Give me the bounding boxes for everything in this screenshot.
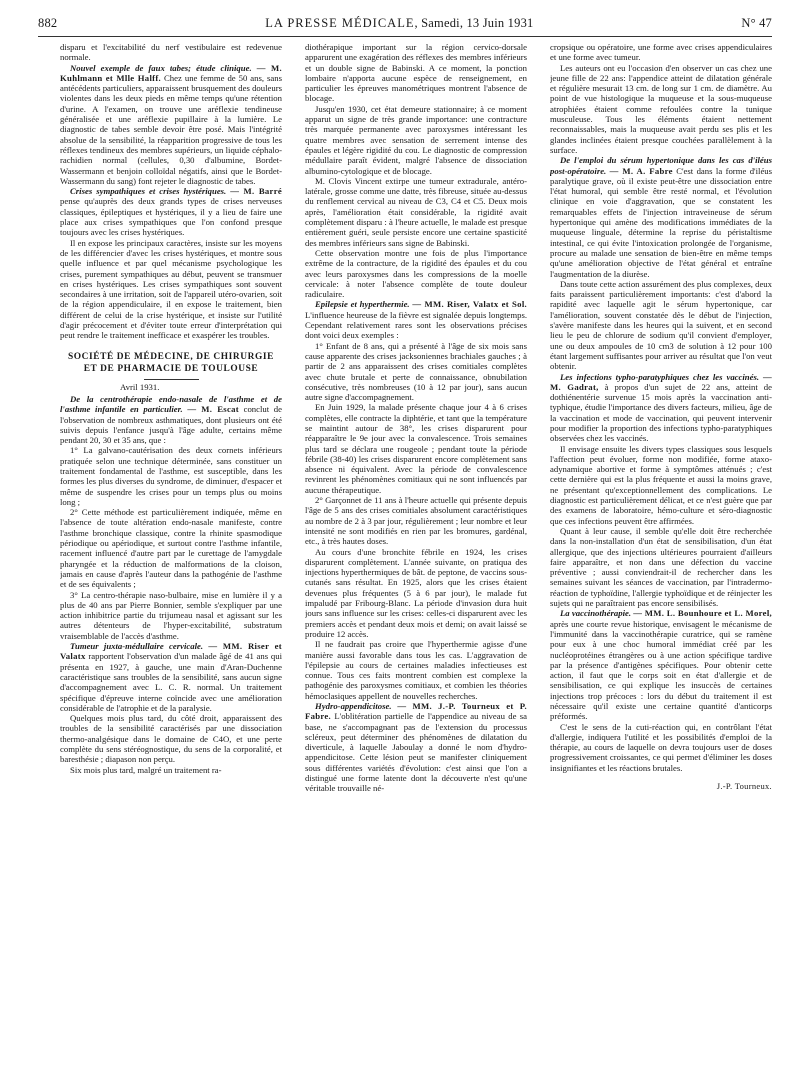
abstract-text: L'influence heureuse de la fièvre est signalée depuis longtemps. Cependant relativement rares sont les observations précises dont voici deux exemples :: [305, 309, 527, 341]
abstract-heading: [60, 394, 282, 445]
abstract-heading: [305, 701, 527, 794]
paragraph: Cette observation montre une fois de plus l'importance extrême de la contracture, de la rigidité des épaules et du cou avec leurs paroxysmes dans les compressions de la moelle cervicale: à noter l'absence complète de toute douleur radiculaire.: [305, 247, 527, 300]
abstract-text: C'est dans la forme d'iléus paralytique grave, où il existe peut-être une dissociation entre l'état humoral, qui semble être resté normal, et l'évolution clinique en voie d'aggravation, que se constatent les remarquables effets de l'injection intraveineuse de sérum hypertonique qui amène des modifications immédiates de la muqueuse linguale, détermine la reprise du péristaltisme intestinal, ce qui évite l'intoxication prolongée de l'organisme, procure au malade une sensation de bien-être en même temps qu'une amélioration objective de l'état général et entraîne l'augmentation de la diurèse.: [550, 165, 772, 279]
abstract-heading: [60, 63, 282, 187]
abstract-heading: [60, 186, 282, 237]
society-heading: [60, 351, 282, 380]
paragraph: disparu et l'excitabilité du nerf vestibulaire est redevenue normale.: [60, 42, 282, 63]
abstract-authors: — MM. Riser, Valatx et Sol.: [412, 299, 527, 310]
society-name-line1: SOCIÉTÉ DE MÉDECINE, DE CHIRURGIE: [67, 351, 275, 362]
paragraph: diothérapique important sur la région cervico-dorsale apparurent une exagération des réflexes des membres inférieurs et un double signe de Babinski. A ce moment, la ponction lombaire n'apporta aucune espèce de renseignement, en particulier les épreuves manométriques montrent l'absence de blocage.: [305, 42, 527, 104]
session-date: Avril 1931.: [120, 381, 160, 392]
issue-date: , Samedi, 13 Juin 1931: [414, 16, 534, 30]
paragraph: 3° La centro-thérapie naso-bulbaire, mise en lumière il y a plus de 40 ans par Pierre Bonnier, semble s'expliquer par une action inhibitrice partie du trijumeau nasal et agissant sur les autres détenteurs de l'hyper-excitabilité, substratum vraisemblable de l'accès d'asthme.: [60, 589, 282, 641]
paragraph: 2° Cette méthode est particulièrement indiquée, même en l'absence de toute altération endo-nasale manifeste, contre l'asthme bronchique classique, contre la rhinite spasmodique périodique ou apériodique, et surtout contre l'asthme infantile, racement influencé d'autre part par le curettage de l'amygdale pharyngée et la réduction de malformations de la cloison, jamais en cause d'après l'auteur dans la pathogénie de l'asthme et de ses équivalents ;: [60, 507, 282, 590]
abstract-text: pense qu'auprès des deux grands types de crises nerveuses classiques, épileptiques et hystériques, il y a lieu de faire une place aux crises sympathiques que l'on confond presque toujours avec les crises hystériques.: [60, 196, 282, 238]
abstract-text: après une courte revue historique, envisagent le mécanisme de l'immunité dans la vaccinothérapie curatrice, qui se ramène pour eux à une choc humoral immédiat créé par les nucléoprotéines étrangères ou à une action spécifique tardive par la présence d'antigènes spécifiques. Pour obtenir cette action, il faut que le corps soit en état d'allergie et de sensibilisation, ce qui explique les insuccès de certaines injections trop précoces : lors du début du traitement il est nécessaire qu'il existe une certaine quantité d'anticorps préformés.: [550, 618, 772, 722]
paragraph: Au cours d'une bronchite fébrile en 1924, les crises disparurent complètement. L'année suivante, on pratiqua des injections hyperthermiques de bât. de peptone, de vaccins sous-cutanés sans résultat. En 1925, alors que les crises étaient devenues plus fréquentes (5 à 6 par jour), le malade fut impaludé par Fribourg-Blanc. La période d'invasion dura huit jours sans influence sur les crises: celles-ci disparurent avec les premiers accès et pendant deux mois et demi; on avait laissé se produire 12 accès.: [305, 546, 527, 639]
abstract-heading: [550, 372, 772, 444]
abstract-title: Les infections typho-paratyphiques chez les vaccinés.: [560, 371, 760, 382]
column-2: [305, 42, 527, 1062]
paragraph: Il en expose les principaux caractères, insiste sur les moyens de les différencier d'avec les crises hystériques, et montre sous quelle influence et par quel mécanisme psychologique les crises, purement sympathiques au début, peuvent se transmuer en crises hystériques. Les crises sympathiques sont souvent secondaires à une irritation, soit de l'appareil utéro-ovarien, soit de la région appendiculaire, il en expose le traitement, bien différent de celui de la crise hystérique, et insiste sur l'utilité d'agir précocement et d'éviter toute erreur d'interprétation qui peut rendre le traitement inefficace et exaspérer les troubles.: [60, 237, 282, 341]
paragraph: Il envisage ensuite les divers types classiques sous lesquels l'affection peut évoluer, forme non modifiée, forme ataxo-adynamique abortive et forme à symptômes atténués ; c'est cette dernière qui est la plus fréquente et aussi la moins grave, ne présentant qu'exceptionnellement des complications. Le diagnostic est particulièrement délicat, et ce n'est guère que par des examens de laboratoire, hémo-culture et séro-diagnostic que ces infections peuvent être affirmées.: [550, 443, 772, 526]
page-number: 882: [38, 16, 58, 30]
paragraph: En Juin 1929, la malade présente chaque jour 4 à 6 crises complètes, elle contracte la diphtérie, et tant que la température se maintint autour de 38°, les crises disparurent pour réapparaître le 9e jour avec la convalescence. Trois semaines plus tard se déclara une rougeole ; pendant toute la période fébrile (38-40) les crises disparurent encore complètement sans absence ni équivalent. Avec la période de convalescence revinrent les phénomènes comitiaux qui ne sont influencés par aucune thérapeutique.: [305, 402, 527, 495]
abstract-title: Crises sympathiques et crises hystériques.: [70, 186, 227, 197]
abstract-heading: [550, 155, 772, 279]
abstract-text: conclut de l'observation de nombreux asthmatiques, dont plusieurs ont été suivis depuis l'enfance jusqu'à l'âge adulte, certains même pendant 20, 30 et 35 ans, que :: [60, 404, 282, 446]
abstract-heading: [550, 608, 772, 721]
abstract-text: Chez une femme de 50 ans, sans antécédents particuliers, apparaissent brusquement des douleurs violentes dans les deux pieds en même temps qu'une rétention d'urine. A l'examen, on trouve une aréflexie tendineuse généralisée et une aréflexie pupillaire à la lumière. Le diagnostic de tabes semble devoir être posé. Mais l'intégrité absolue de la sensibilité, la réapparition progressive de tous les réflexes tendineux des membres supérieurs, un liquide céphalo-rachidien normal (cellules, 0,30 d'albumine, Bordet-Wassermann et benjoin colloïdal négatifs, ainsi que le Bordet-Wassermann du sang) font rejeter le diagnostic de tabes.: [60, 72, 282, 186]
paragraph: C'est le sens de la cuti-réaction qui, en contrôlant l'état d'allergie, indiquera l'utilité et les possibilités d'emploi de la thérapie, au cours de laquelle on devra toujours user de doses progressivement croissantes, ce qui permet d'éliminer les doses insignifiantes et les réactions brutales.: [550, 721, 772, 773]
paragraph: Quelques mois plus tard, du côté droit, apparaissent des troubles de la sensibilité caractérisés par une dissociation thermo-analgésique dans le domaine de C4O, et une perte complète du sens stéréognostique, du sens de la corporalité, et baresthésie ; diapason non perçu.: [60, 713, 282, 765]
journal-title: LA PRESSE MÉDICALE: [265, 16, 415, 30]
abstract-text: rapportent l'observation d'un malade âgé de 41 ans qui présenta en 1927, à gauche, une main d'Aran-Duchenne caractéristique sans troubles de la sensibilité, sans aucun signe d'accompagnement avec L. C. R. normal. Un traitement spécifique d'épreuve interne coïncide avec une amélioration considérable de l'atrophie et de la paralysie.: [60, 651, 282, 713]
abstract-title: Hydro-appendicitose.: [315, 701, 392, 711]
abstract-authors: — MM. J.-P. Tourneux et P. Fabre.: [305, 701, 527, 722]
abstract-title: Epilepsie et hyperthermie.: [315, 299, 410, 310]
paragraph: Dans toute cette action assurément des plus complexes, deux faits paraissent particulièrement importants: c'est d'abord la rapidité avec laquelle agit le sérum hypertonique, car l'amélioration, souvent constatée dès le début de l'injection, s'avère manifeste dans les heures qui la suivent, et en second lieu le peu de chlorure de sodium qu'il convient d'employer, une ou deux ampoules de 10 cm3 de solution à 12 pour 100 étant largement suffisantes pour arriver au résultat que l'on veut obtenir.: [550, 278, 772, 372]
paragraph: Quant à leur cause, il semble qu'elle doit être recherchée dans la non-installation d'un état de sensibilisation, d'un état allergique, que des injections ultérieures pourraient d'ailleurs faire apparaître, et non dans une défection du vaccine préventive ; aussi conviendrait-il de rechercher dans les semaines suivant les séances de vaccination, par l'intradermo-réaction de typhoïdine, l'allergie typhoïdique et de réinjecter les sujets qui ne paraîtraient pas encore sensibilisés.: [550, 525, 772, 609]
abstract-title: De la centrothérapie endo-nasale de l'asthme et de l'asthme infantile en particulier.: [60, 393, 282, 415]
paragraph: 1° La galvano-cautérisation des deux cornets inférieurs pratiquée selon une technique déterminée, sans constituer un traitement fondamental de l'asthme, est susceptible, dans les formes les plus diverses du syndrome, de diminuer, d'espacer et même de suspendre les crises pour un temps plus ou moins long ;: [60, 445, 282, 507]
paragraph: Six mois plus tard, malgré un traitement ra-: [70, 764, 222, 775]
column-3: [550, 42, 772, 1062]
signature: J.-P. Tourneux.: [716, 781, 772, 792]
abstract-authors: — M. Gadrat,: [550, 371, 772, 392]
abstract-authors: — M. A. Fabre: [609, 165, 673, 176]
paragraph: M. Clovis Vincent extirpe une tumeur extradurale, antéro-latérale, grosse comme une datte, très fibreuse, située au-dessus du renflement cervical au niveau de C3, C4 et C5. Deux mois après, l'amélioration était considérable, la rigidité avait complètement disparu : à l'heure actuelle, le malade est presque entièrement guéri, seule persiste encore une certaine spasticité des membres inférieurs sans signe de Babinski.: [305, 175, 527, 248]
column-1: [60, 42, 282, 1062]
paragraph: 1° Enfant de 8 ans, qui a présenté à l'âge de six mois sans cause apparente des crises jacksoniennes brachiales gauches ; à partir de 2 ans apparaissent des crises comitiales complètes avec chute brutale et perte de connaissance, obnubilation consécutive, très nombreuses (10 à 12 par jour), sans aucun autre signe d'accompagnement.: [305, 340, 527, 403]
paragraph: Les auteurs ont eu l'occasion d'en observer un cas chez une jeune fille de 22 ans: l'appendice atteint de dilatation générale et régulière mesurait 13 cm. de long sur 1 cm. de diamètre. Au point de vue histologique la muqueuse et la sous-muqueuse atrophiées étaient comme refoulées contre la tunique musculeuse. Tous les éléments étaient nettement reconnaissables, mais la muqueuse avait perdu ses plis et les glandes inclinées étaient presque couchées parallèlement à la surface.: [550, 62, 772, 155]
paragraph: Jusqu'en 1930, cet état demeure stationnaire; à ce moment apparut un signe de très grande importance: une contracture très marquée permanente avec paroxysmes intéressant les quatre membres avec sensation de serrement intense des épaules et légère rigidité du cou. Le diagnostic de compression médullaire paraît évident, malgré l'absence de dissociation albumino-cytologique et de blocage.: [305, 103, 527, 176]
page-header: [38, 16, 772, 34]
abstract-authors: — MM. L. Bounhoure et L. Morel,: [633, 608, 772, 619]
society-rule: [144, 379, 199, 380]
issue-number: N° 47: [741, 16, 772, 30]
abstract-authors: — M. Escat: [187, 404, 239, 415]
abstract-heading: [305, 299, 527, 340]
text-columns: [60, 42, 772, 1062]
abstract-title: Nouvel exemple de faux tabes; étude clinique.: [70, 62, 252, 73]
abstract-title: La vaccinothérapie.: [560, 608, 632, 619]
society-name-line2: ET DE PHARMACIE DE TOULOUSE: [83, 363, 259, 374]
abstract-authors: — M. Barré: [230, 186, 282, 197]
abstract-text: à propos d'un sujet de 22 ans, atteint de dothiénentérie survenue 15 mois après la vaccination anti-typhique, étudie l'importance des divers facteurs, milieu, âge de la vaccination et mode de vaccination, qui peuvent intervenir pour modifier la proportion des infections typho-paratyphiques observées chez les vaccinés.: [550, 381, 772, 444]
abstract-authors: — M. Kuhlmann et Mlle Halff.: [60, 62, 282, 83]
abstract-title: De l'emploi du sérum hypertonique dans les cas d'iléus post-opératoire.: [550, 155, 772, 176]
abstract-authors: — MM. Riser et Valatx: [60, 641, 282, 662]
paragraph: 2° Garçonnet de 11 ans à l'heure actuelle qui présente depuis l'âge de 5 ans des crises comitiales absolument caractéristiques au nombre de 2 à 3 par jour, régulièrement ; leur nombre et leur intensité ne sont modifiés en rien par les bromures, gardénal, etc., à très hautes doses.: [305, 495, 527, 547]
abstract-heading: [60, 641, 282, 713]
abstract-text: L'oblitération partielle de l'appendice au niveau de sa base, ne s'accompagnant pas de l'extension du processus scléreux, peut déterminer des phénomènes de dilatation du diverticule, à laquelle Jaboulay a donné le nom d'hydro-appendicitose. Cette lésion peut se manifester cliniquement sous différentes variétés d'évolution: c'est ainsi que l'on a distingué une forme latente dont la découverte n'est qu'une véritable trouvaille né-: [305, 711, 527, 794]
abstract-title: Tumeur juxta-médullaire cervicale.: [70, 641, 204, 652]
header-rule: [38, 36, 772, 37]
paragraph: cropsique ou opératoire, une forme avec crises appendiculaires et une forme avec tumeur.: [550, 42, 772, 63]
paragraph: Il ne faudrait pas croire que l'hyperthermie agisse d'une manière aussi favorable dans tous les cas. L'aggravation de l'épilepsie au cours de certaines maladies infectieuses est connue. Tous ces faits montrent combien est complexe la pathogénie des paroxysmes comitiaux, et combien les théories hémoclasiques appellent de nouvelles recherches.: [305, 639, 527, 701]
